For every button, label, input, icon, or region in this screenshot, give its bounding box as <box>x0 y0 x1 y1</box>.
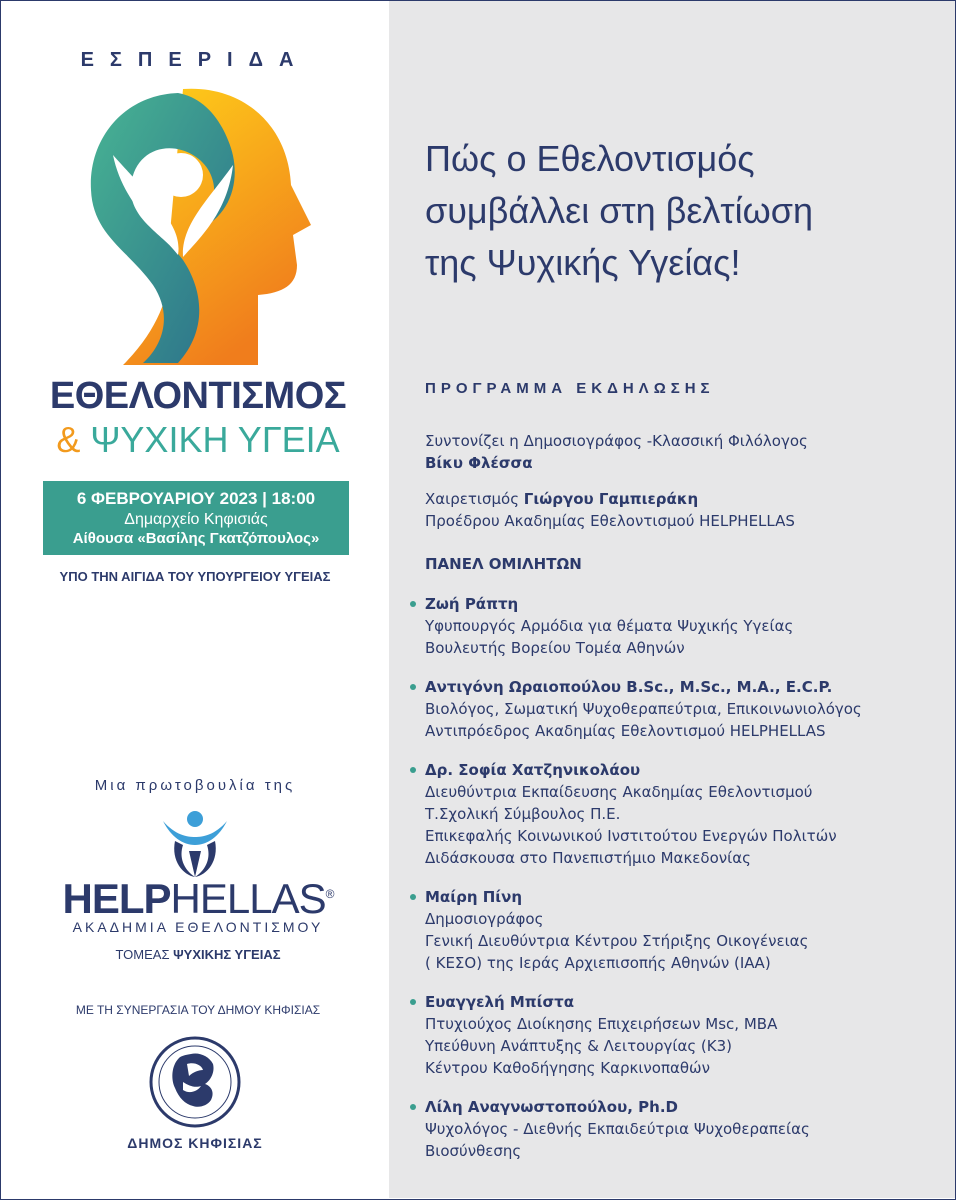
greeting-prefix: Χαιρετισμός <box>425 490 520 508</box>
municipality-name: ΔΗΜΟΣ ΚΗΦΙΣΙΑΣ <box>127 1135 263 1151</box>
ampersand: & <box>56 419 81 460</box>
question-line-1: Πώς ο Εθελοντισμός <box>425 138 755 179</box>
bullet-icon <box>410 894 416 900</box>
registered-mark: ® <box>325 887 334 901</box>
speaker-role: Βουλευτής Βορείου Τομέα Αθηνών <box>425 639 685 657</box>
speaker-item <box>410 886 955 974</box>
municipality-seal-icon <box>149 1036 241 1128</box>
helphellas-name-bold: HELP <box>62 875 171 922</box>
event-question-title <box>425 133 945 289</box>
helphellas-name-thin: HELLAS <box>170 875 326 922</box>
event-datetime: 6 ΦΕΒΡΟΥΑΡΙΟΥ 2023 | 18:00 <box>76 489 316 508</box>
speaker-name: Αντιγόνη Ωραιοπούλου B.Sc., M.Sc., M.A., E.C.P. <box>425 678 833 696</box>
helphellas-name <box>1 875 395 923</box>
speaker-name: Μαίρη Πίνη <box>425 888 523 906</box>
speaker-name: Ζωή Ράπτη <box>425 595 519 613</box>
initiative-text: Μια πρωτοβουλία της <box>94 777 296 794</box>
speaker-role: Τ.Σχολική Σύμβουλος Π.Ε. <box>425 805 621 823</box>
greeting-line <box>425 488 950 510</box>
speaker-item <box>410 676 955 742</box>
speaker-role: Δημοσιογράφος <box>425 910 544 928</box>
event-info-box <box>43 481 349 555</box>
speaker-item <box>410 759 955 869</box>
moderator-name: Βίκυ Φλέσσα <box>425 454 533 472</box>
speaker-name: Ευαγγελή Μπίστα <box>425 993 575 1011</box>
question-line-3: της Ψυχικής Υγείας! <box>425 242 741 283</box>
event-hall: Αίθουσα «Βασίλης Γκατζόπουλος» <box>72 530 320 547</box>
speaker-role: Πτυχιούχος Διοίκησης Επιχειρήσεων Msc, MBA <box>425 1015 778 1033</box>
headline-mental-health <box>1 419 395 461</box>
bullet-icon <box>410 601 416 607</box>
speaker-role: Κέντρου Καθοδήγησης Καρκινοπαθών <box>425 1059 710 1077</box>
headline-volunteering: ΕΘΕΛΟΝΤΙΣΜΟΣ <box>49 375 347 417</box>
left-column <box>1 1 389 1198</box>
bullet-icon <box>410 1104 416 1110</box>
speaker-role: Υπεύθυνη Ανάπτυξης & Λειτουργίας (Κ3) <box>425 1037 733 1055</box>
bullet-icon <box>410 999 416 1005</box>
sector-label <box>1 947 395 962</box>
speaker-name: Λίλη Αναγνωστοπούλου, Ph.D <box>425 1098 678 1116</box>
head-logo-icon <box>83 85 313 367</box>
speaker-item <box>410 1096 955 1162</box>
speaker-role: Διευθύντρια Εκπαίδευσης Ακαδημίας Εθελοντισμού <box>425 783 813 801</box>
speaker-role: Διδάσκουσα στο Πανεπιστήμιο Μακεδονίας <box>425 849 751 867</box>
greeting-role: Προέδρου Ακαδημίας Εθελοντισμού HELPHELLAS <box>425 512 795 530</box>
speaker-role: Γενική Διευθύντρια Κέντρου Στήριξης Οικογένειας <box>425 932 809 950</box>
aegis-text: ΥΠΟ ΤΗΝ ΑΙΓΙΔΑ ΤΟΥ ΥΠΟΥΡΓΕΙΟΥ ΥΓΕΙΑΣ <box>59 569 331 584</box>
greeting-block <box>425 488 950 532</box>
speaker-role: ( ΚΕΣΟ) της Ιεράς Αρχιεπισοπής Αθηνών (ΙΑΑ) <box>425 954 771 972</box>
sector-prefix: ΤΟΜΕΑΣ <box>115 947 170 962</box>
moderator-block <box>425 430 950 474</box>
speaker-item <box>410 991 955 1079</box>
event-type-label: ΕΣΠΕΡΙΔΑ <box>80 49 310 71</box>
moderator-line: Συντονίζει η Δημοσιογράφος -Κλασσική Φιλόλογος <box>425 432 808 450</box>
headline-mental-health-text: ΨΥΧΙΚΗ ΥΓΕΙΑ <box>90 419 340 460</box>
program-title: ΠΡΟΓΡΑΜΜΑ ΕΚΔΗΛΩΣΗΣ <box>425 380 715 397</box>
speaker-name: Δρ. Σοφία Χατζηνικολάου <box>425 761 641 779</box>
event-venue: Δημαρχείο Κηφισιάς <box>124 511 268 528</box>
speaker-role: Βιοσύνθεσης <box>425 1142 522 1160</box>
panel-title: ΠΑΝΕΛ ΟΜΙΛΗΤΩΝ <box>425 555 582 573</box>
question-line-2: συμβάλλει στη βελτίωση <box>425 190 814 231</box>
bullet-icon <box>410 684 416 690</box>
speaker-role: Αντιπρόεδρος Ακαδημίας Εθελοντισμού HELPHELLAS <box>425 722 826 740</box>
speaker-role: Επικεφαλής Κοινωνικού Ινστιτούτου Ενεργών Πολιτών <box>425 827 837 845</box>
helphellas-logo-icon <box>161 807 229 879</box>
speaker-list <box>410 593 955 1179</box>
academy-subtitle: ΑΚΑΔΗΜΙΑ ΕΘΕΛΟΝΤΙΣΜΟΥ <box>72 919 324 935</box>
greeting-name: Γιώργου Γαμπιεράκη <box>523 490 699 508</box>
sector-name: ΨΥΧΙΚΗΣ ΥΓΕΙΑΣ <box>173 947 281 962</box>
bullet-icon <box>410 767 416 773</box>
speaker-role: Υφυπουργός Αρμόδια για θέματα Ψυχικής Υγείας <box>425 617 794 635</box>
speaker-item <box>410 593 955 659</box>
synergy-text: ΜΕ ΤΗ ΣΥΝΕΡΓΑΣΙΑ ΤΟΥ ΔΗΜΟΥ ΚΗΦΙΣΙΑΣ <box>75 1003 321 1017</box>
speaker-role: Βιολόγος, Σωματική Ψυχοθεραπεύτρια, Επικοινωνιολόγος <box>425 700 862 718</box>
speaker-role: Ψυχολόγος - Διεθνής Εκπαιδεύτρια Ψυχοθεραπείας <box>425 1120 810 1138</box>
